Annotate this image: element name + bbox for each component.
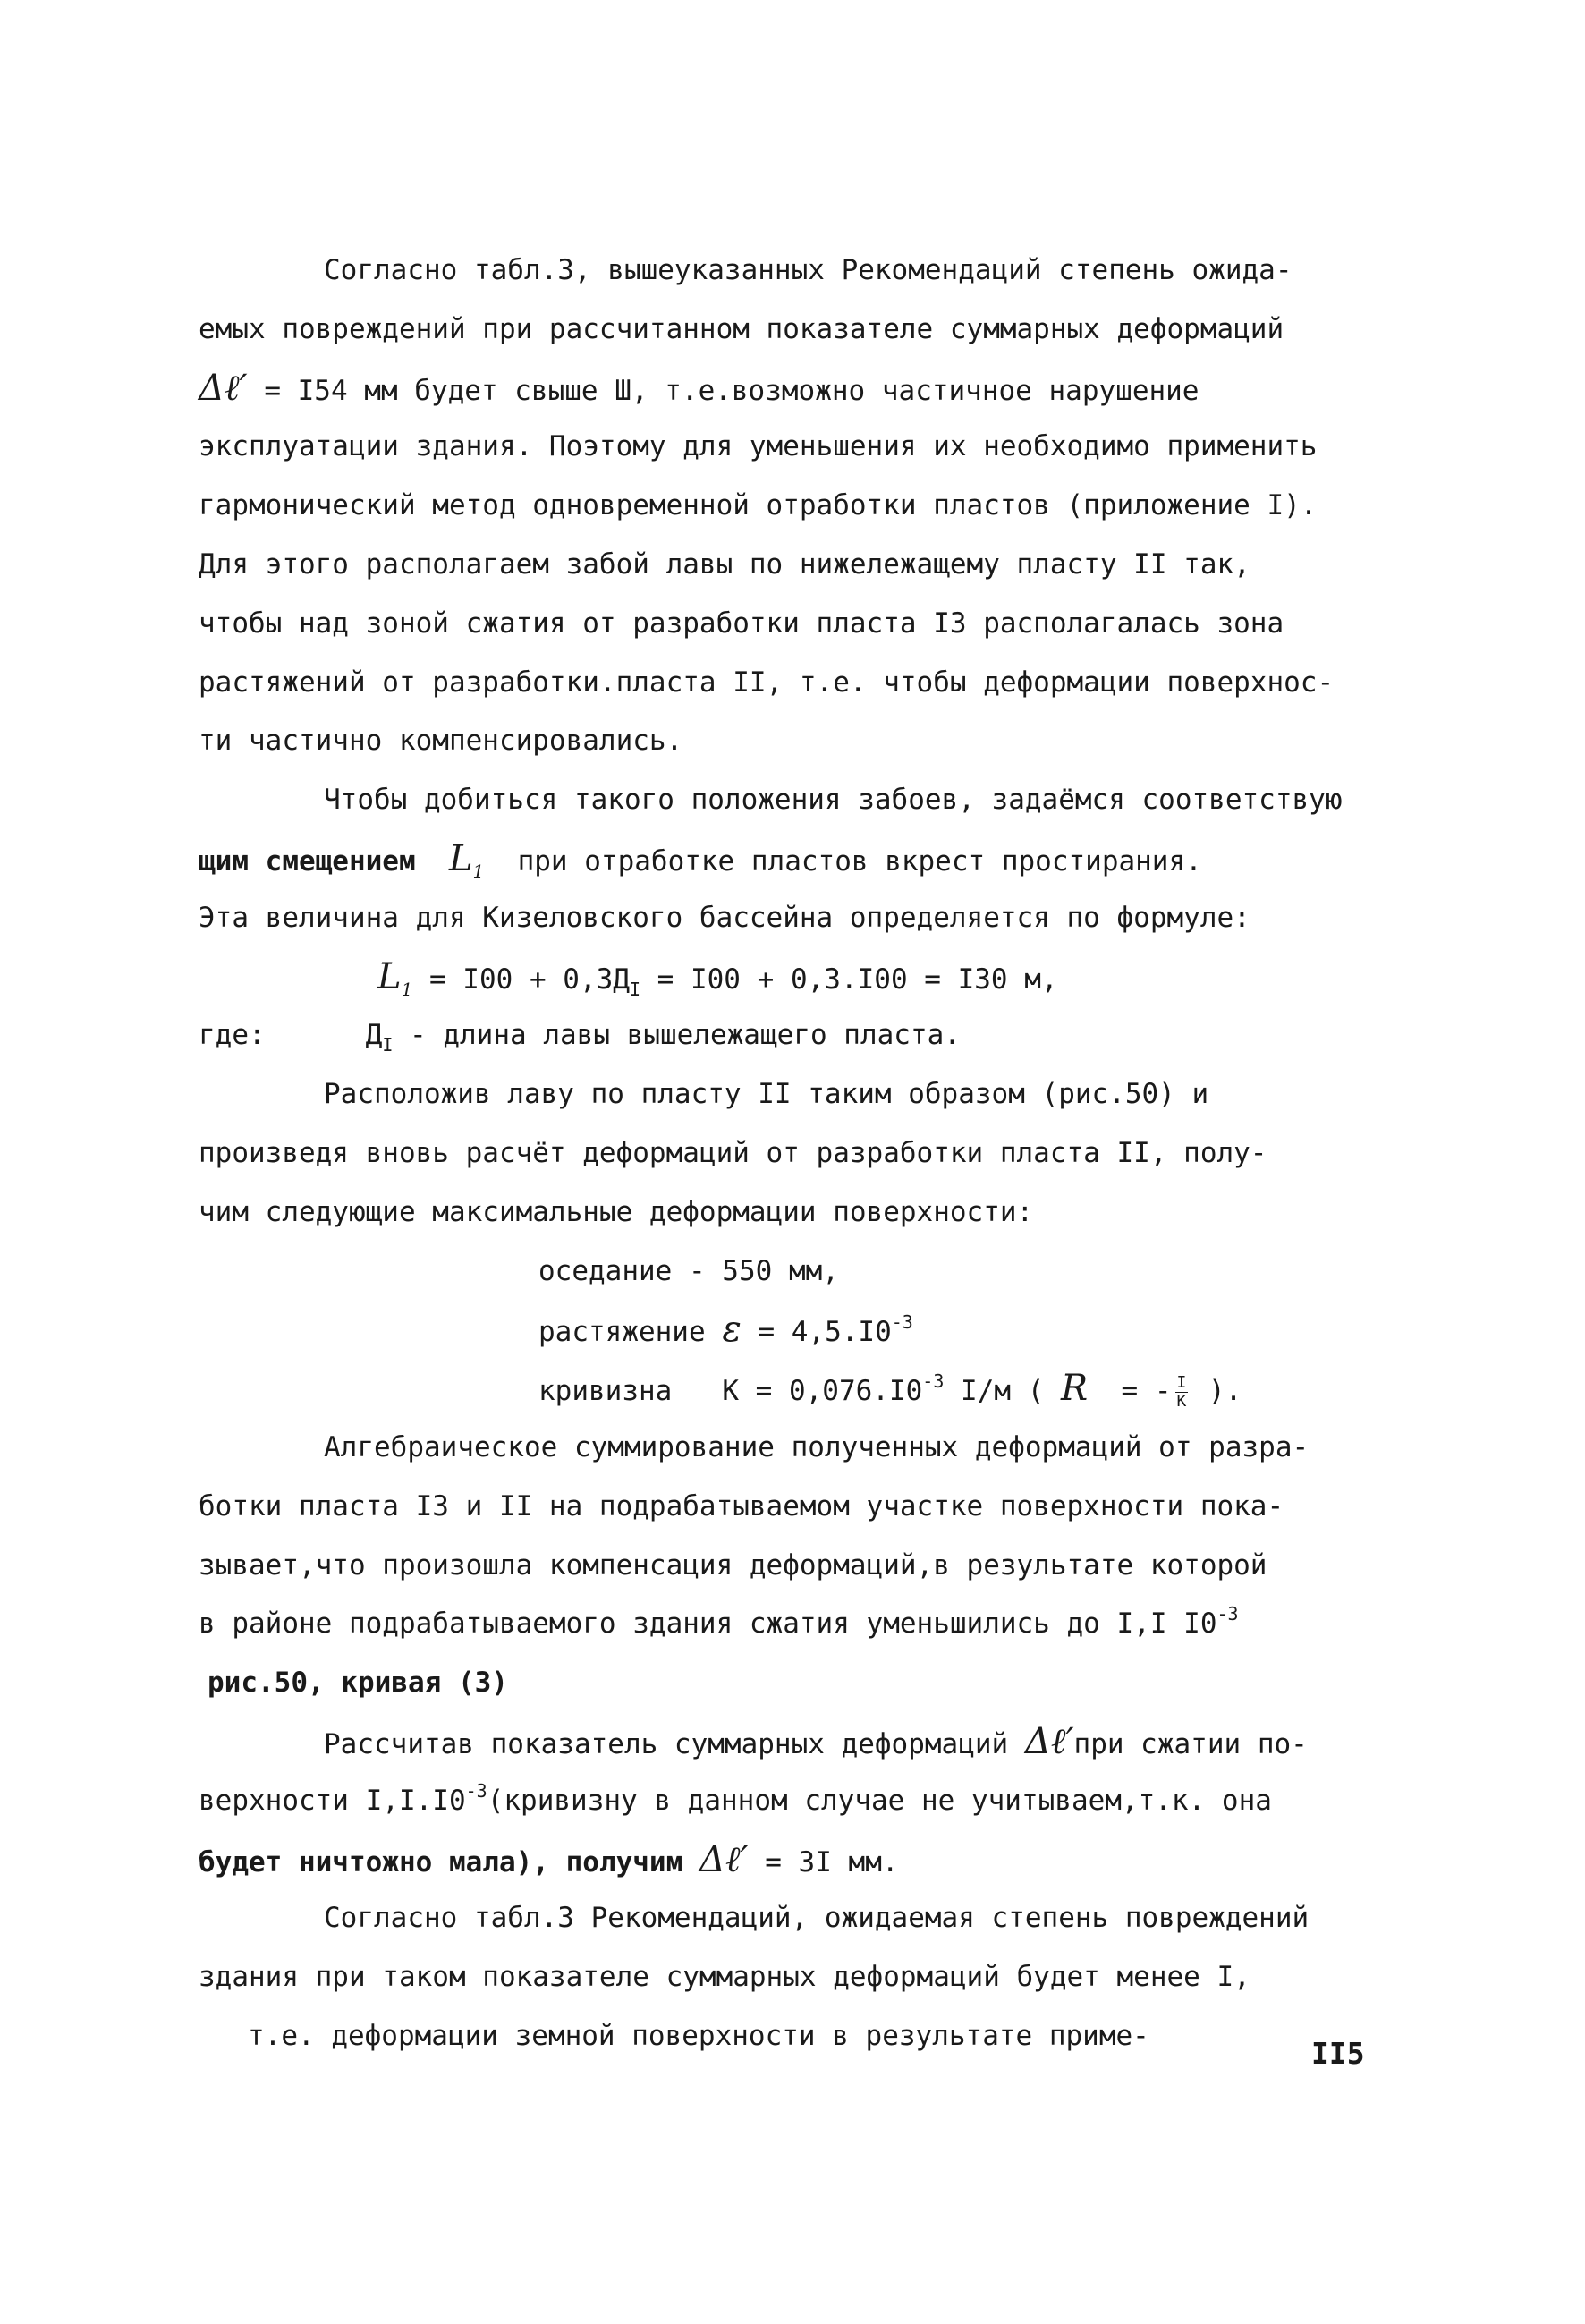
delta-ell-prime-symbol: Δℓ′	[699, 1838, 749, 1880]
text-line: верхности $I,I.I0^{-3}(кривизну$ в данном случае не учитываем,т.к. она	[199, 1779, 1272, 1817]
text-line: ти частично компенсировались.	[199, 725, 683, 758]
epsilon-symbol: ε	[722, 1309, 742, 1351]
text-line: Чтобы добиться такого положения забоев, задаёмся соответствую	[324, 784, 1343, 817]
text-line: Алгебраическое суммирование полученных деформаций от разра-	[324, 1430, 1310, 1463]
text-line: гармонический метод одновременной отработки пластов (приложение I).	[199, 489, 1318, 522]
fraction: $\frac{I}{К}$	[1176, 1373, 1187, 1412]
text-line: рис.50, кривая (3)	[208, 1667, 508, 1700]
text-line: здания при таком показателе суммарных деформаций будет менее I,	[199, 1961, 1250, 1994]
text-line: щим смещением $L_1$ при отработке пластов вкрест простирания.	[199, 837, 1202, 882]
text-line: ботки пласта I3 и II на подрабатываемом участке поверхности пока-	[199, 1489, 1284, 1522]
text-line: Для этого располагаем забой лавы по нижележащему пласту II так,	[199, 547, 1250, 581]
page-number: II5	[1311, 2036, 1365, 2071]
text-line: чим следующие максимальные деформации поверхности:	[199, 1195, 1034, 1228]
text-line: Расположив лаву по пласту II таким образом (рис.50) и	[324, 1078, 1209, 1111]
text-line: в районе подрабатываемого здания сжатия уменьшились до I,I $I0^{-3}$	[199, 1603, 1239, 1641]
text-line: Согласно табл.3, вышеуказанных Рекомендаций степень ожида-	[324, 254, 1293, 286]
delta-ell-prime-symbol: Δℓ′	[199, 367, 248, 409]
L1-symbol: $L_1$	[448, 837, 485, 882]
text-line: Согласно табл.3 Рекомендаций, ожидаемая степень повреждений	[324, 1902, 1310, 1935]
text-line: Эта величина для Кизеловского бассейна определяется по формуле:	[199, 901, 1250, 934]
text-line: растяжений от разработки.пласта II, т.е. чтобы деформации поверхнос-	[199, 666, 1335, 699]
text-line: зывает,что произошла компенсация деформаций,в результате которой	[199, 1548, 1267, 1582]
text-line: эксплуатации здания. Поэтому для уменьшения их необходимо применить	[199, 430, 1318, 463]
text-line: чтобы над зоной сжатия от разработки пласта I3 располагалась зона	[199, 606, 1284, 640]
deformation-line: кривизна $К = 0,076.I0^{-3}$ I/м ( R = - $\frac{I}{К}$ ).	[538, 1368, 1242, 1412]
delta-ell-prime-symbol: Δℓ′	[1024, 1720, 1074, 1762]
text-line: произведя вновь расчёт деформаций от разработки пласта II, полу-	[199, 1136, 1267, 1169]
radius-symbol: R	[1061, 1368, 1089, 1410]
deformation-line: оседание - 550 мм,	[538, 1254, 839, 1287]
text-line: Δℓ′ = I54 мм будет свыше Ш, т.е.возможно частичное нарушение	[199, 367, 1199, 409]
text-line: где: $Д_I$ - длина лавы вышележащего пласта.	[199, 1019, 961, 1056]
text-line: будет ничтожно мала), получим Δℓ′ = 3I мм.	[199, 1838, 899, 1880]
body-text	[199, 242, 1424, 2066]
deformation-line: растяжение $\varepsilon = 4,5.I0^{-3}$	[538, 1309, 913, 1351]
L1-symbol: $L_1$	[377, 955, 413, 1000]
formula-line: $L_1 = I00 + 0,3Д_I = I00 + 0,3.I00 = I30$ м,	[377, 955, 1058, 1000]
text-line: Рассчитав показатель суммарных деформаций Δℓ′при сжатии по-	[324, 1720, 1308, 1762]
text-line: емых повреждений при рассчитанном показателе суммарных деформаций	[199, 312, 1284, 345]
text-line: т.е. деформации земной поверхности в результате приме-	[248, 2019, 1149, 2052]
